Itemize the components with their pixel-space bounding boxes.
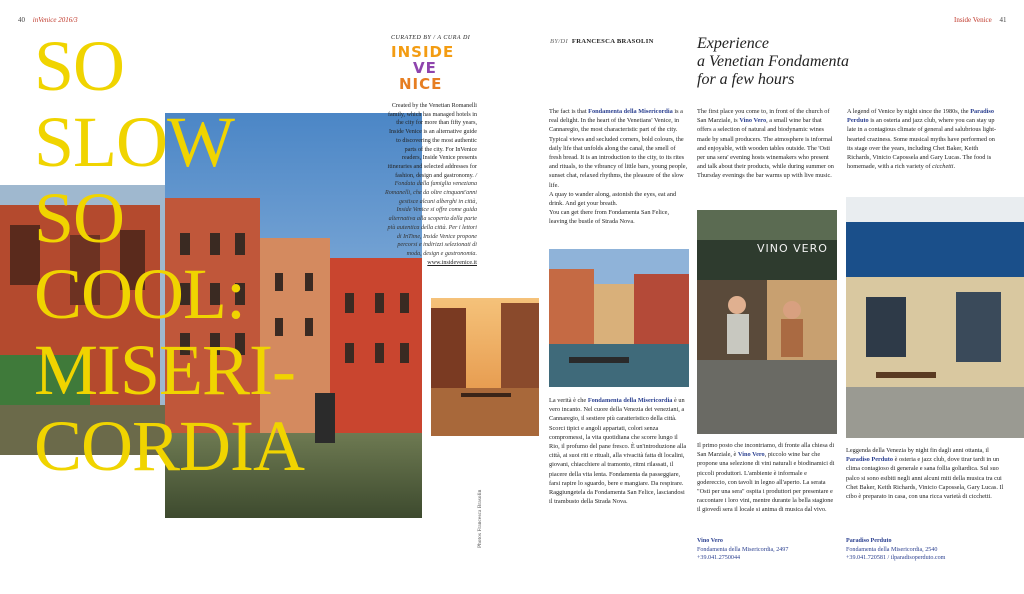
article-title: Experience a Venetian Fondamenta for a few hours — [697, 35, 849, 88]
logo-line-2: VE — [413, 59, 437, 77]
byline — [550, 38, 654, 45]
col3-it-text-b: è osteria e jazz club, dove tirar tardi in un clima contagioso di generale e sana follia goliardica. Sul suo palco si sono esibiti negli anni alcuni miti della musica tra cui Chet Baker, Keith Richards, Vinicio Capossela, Gary Lucas. Il cibo è preparato in casa, con una ricca varietà di cicchetti. — [846, 456, 1004, 501]
sidebar-url[interactable]: www.insidevenice.it — [427, 259, 477, 266]
curated-by-label: CURATED BY / A CURA DI — [391, 35, 471, 41]
sunset-canal-photo — [431, 298, 539, 436]
col3-text-a: A legend of Venice by night since the 1980s, the — [847, 108, 971, 115]
col1-highlight: Fondamenta della Misericordia — [588, 108, 673, 115]
col2-it-text-b: , piccolo wine bar che propone una selezione di vini naturali e biodinamici di piccoli produttori. L'ambiente è informale e godereccio, con tavoli in legno all'aperto. La serata "Osti per una sera" ospita i produttori per presentare e raccontare i loro vini, mentre durante la bella stagione il giovedì sera il locale si anima di musica dal vivo. — [697, 451, 835, 514]
paradiso-perduto-photo — [846, 197, 1024, 438]
col3-text-b: is an osteria and jazz club, where you can stay up late in a contagious climate of general and salubrious light-hearted craziness. Some musical myths have performed on its stage over the years, including Chet Baker, Keith Richards, Vinicio Capossela and Gary Lucas. The food is homemade, with a rich variety of — [847, 117, 997, 171]
photo-credit: Photos Francesca Brasolin — [477, 489, 483, 548]
col2-text-b: , a small wine bar that offers a selection of natural and biodynamic wines made by small producers. The atmosphere is informal and enjoyable, with wooden tables outside. The 'Osti per una sera' evening hosts winemakers who present and talk about their products, while during summer on Thursday evenings the bar warms up with live music. — [697, 117, 834, 180]
col3-italic: cicchetti — [932, 163, 954, 171]
info-2-name: Paradiso Perduto — [846, 538, 892, 544]
column-2-it — [697, 441, 837, 515]
col3-highlight: Paradiso Perduto — [847, 108, 994, 125]
vino-vero-info — [697, 537, 837, 563]
info-1-phone: +39.041.2750044 — [697, 555, 741, 562]
vino-vero-photo — [697, 210, 837, 434]
column-3-it — [846, 446, 1006, 501]
info-1-name: Vino Vero — [697, 538, 723, 544]
info-2-address: Fondamenta della Misericordia, 2540 — [846, 546, 938, 553]
paradiso-perduto-info — [846, 537, 1006, 563]
logo-line-1: INSIDE — [391, 43, 455, 61]
fondamenta-photo — [549, 249, 689, 387]
inside-venice-logo — [391, 44, 476, 96]
info-1-address: Fondamenta della Misericordia, 2497 — [697, 546, 789, 553]
col1-it-highlight: Fondamenta della Misericordia — [587, 397, 673, 404]
vino-vero-sign: VINO VERO — [757, 242, 828, 255]
col3-it-text-a: Leggenda della Venezia by night fin dagli anni ottanta, il — [846, 447, 989, 454]
col3-it-highlight: Paradiso Perduto — [846, 456, 894, 464]
section-label: Inside Venice — [954, 16, 992, 24]
column-3-en — [847, 107, 997, 171]
info-2-phone[interactable]: +39.041.720581 / ilparadisoperduto.com — [846, 555, 946, 562]
col1-it-text-b: è un vero incanto. Nel cuore della Venezia dei veneziani, a Cannaregio, il sestiere più caratteristico della città. Scorci tipici e angoli appartati, colori senza compromessi, la vita quotidiana che scorre lungo il Rio, il profumo del pane fresco. È un'introduzione alla città, ai suoi riti e rituali, alla vivacità fatta di localini, giovani, chiacchiere al tramonto, ritmi rilassati, il piacere della vita lenta. Fondamenta da passeggiare, farsi rapire lo sguardo, bere e mangiare. Da respirare. Raggiungetela da Fondamenta San Felice, lasciandosi il trambusto della Strada Nova. — [549, 397, 687, 506]
col2-highlight: Vino Vero — [739, 117, 767, 125]
col1-it-text-a: La verità è che — [549, 397, 588, 404]
sidebar-text — [385, 102, 477, 267]
col1-text-b: is a real delight. In the heart of the Venetians' Venice, in Cannaregio, the most characteristic part of the city. Typical views and secluded corners, bold colours, the daily life that unfolds along the canal, the smell of fresh bread. It is an introduction to the city, to its rites and rituals, to the vibrancy of little bars, young people, sunset chat, relaxed rhythms, the pleasure of the slow life. — [549, 108, 688, 189]
column-1-en — [549, 107, 689, 227]
sidebar-text-it: / Fondata dalla famiglia veneziana Romanelli, che da oltre cinquant'anni gestisce alcuni alberghi in città, Inside Venice si offre come guida alternativa alla scoperta della parte più autentica della città. Per i lettori di InTime, Inside Venice propone percorsi e indirizzi selezionati di moda, design e gastronomia. — [385, 172, 477, 257]
col1-paragraph-2: A quay to wander along, astonish the eyes, eat and drink. And get your breath. — [549, 190, 677, 208]
col2-text-a: The first place you come to, in front of the church of San Marziale, is — [697, 108, 830, 125]
byline-prefix: BY/DI — [550, 38, 568, 45]
col2-it-highlight: Vino Vero — [737, 451, 765, 459]
col2-it-text-a: Il primo posto che incontriamo, di fronte alla chiesa di San Marziale, è — [697, 442, 835, 459]
sidebar-text-en: Created by the Venetian Romanelli family, which has managed hotels in the city for more than fifty years, Inside Venice is an alternative guide to discovering the most authentic parts of the city. For InVenice readers, Inside Venice presents itineraries and selected addresses for fashion, design and gastronomy. — [387, 103, 477, 179]
left-page-number: 40 — [18, 16, 25, 24]
left-page-header — [18, 16, 78, 24]
right-page-number: 41 — [999, 16, 1007, 24]
issue-label: inVenice 2016/3 — [32, 16, 78, 24]
column-1-it — [549, 396, 689, 506]
col1-paragraph-3: You can get there from Fondamenta San Felice, leaving the bustle of Strada Nova. — [549, 209, 670, 226]
col3-text-c: . — [953, 163, 956, 171]
column-2-en — [697, 107, 837, 181]
byline-name: FRANCESCA BRASOLIN — [571, 38, 654, 45]
col1-text-a: The fact is that — [549, 108, 589, 115]
logo-line-3: NICE — [399, 75, 443, 93]
headline: SO SLOW SO COOL: MISERI- CORDIA — [34, 26, 305, 486]
right-page-header — [954, 16, 1007, 24]
